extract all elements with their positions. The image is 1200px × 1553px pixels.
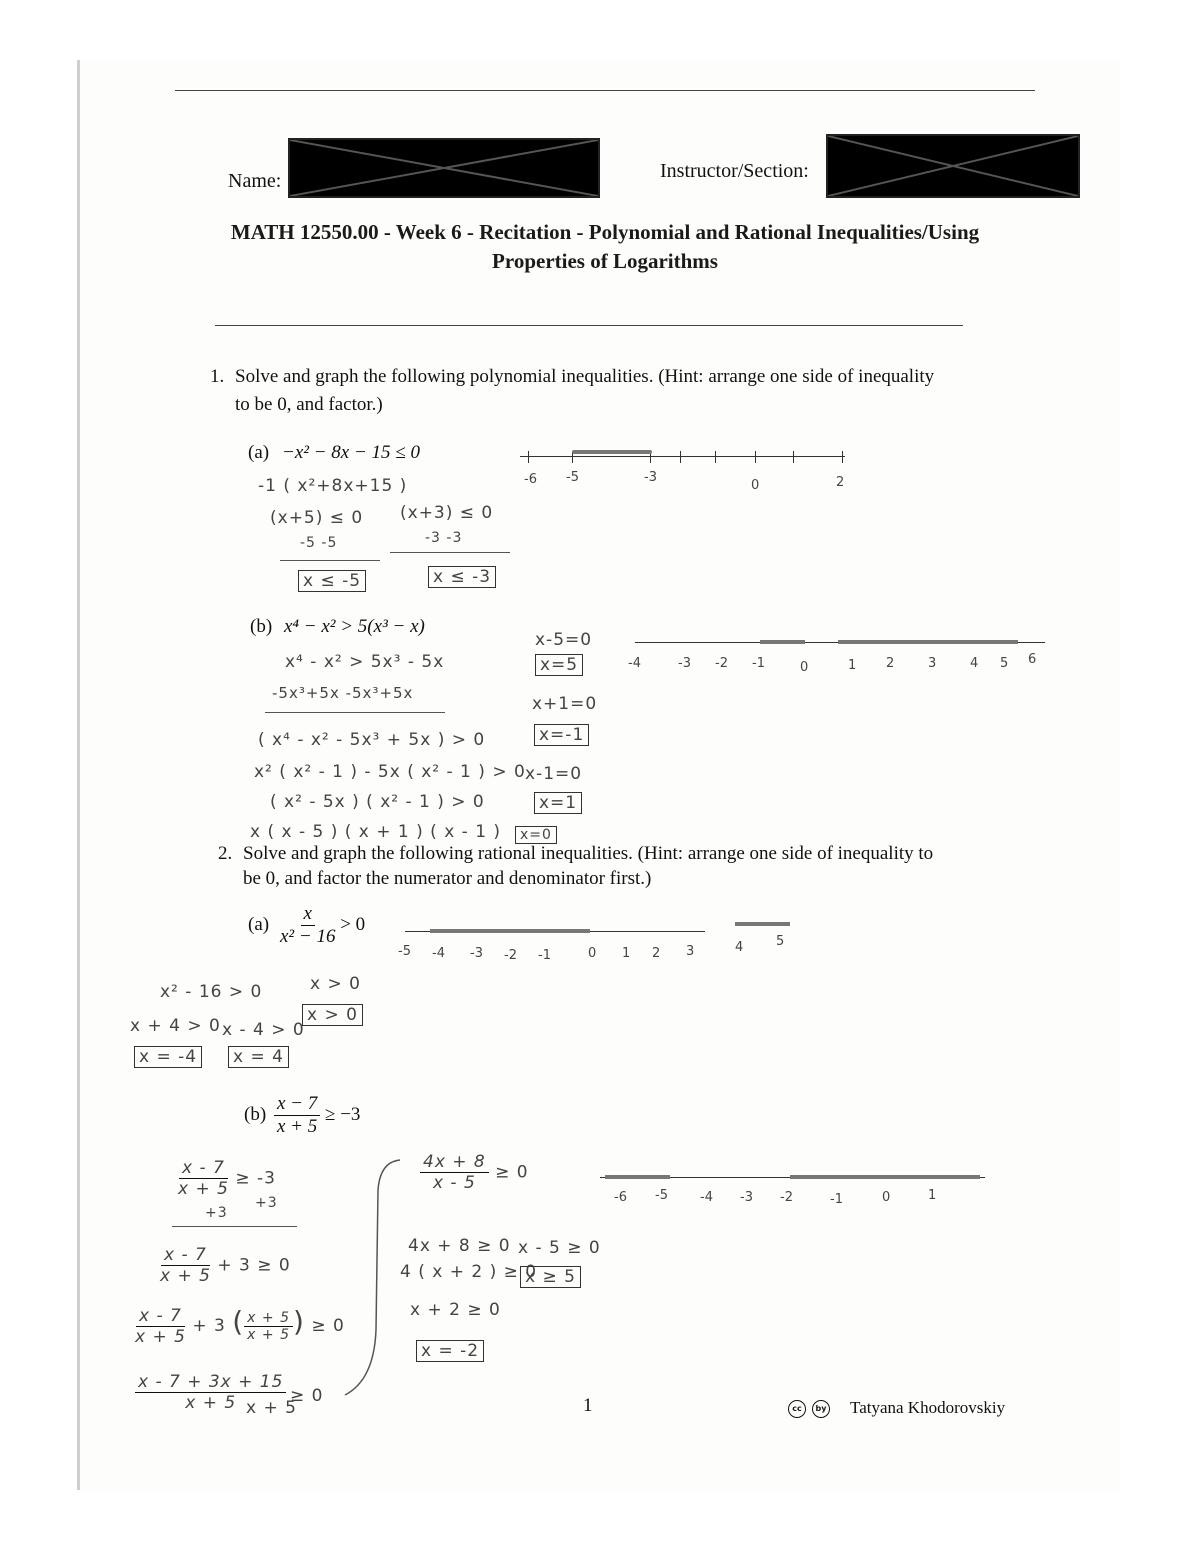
q1b-nl-label: -1 [752,656,765,671]
q1a-tick [755,451,756,463]
q2a-label: (a) [248,914,270,935]
q1a-label: (a) [248,442,270,463]
q2a-nl-label: -5 [398,944,411,959]
work-numerator: x - 7 [161,1245,210,1266]
q2b-nl-label: -4 [700,1190,713,1205]
q1b-work-line: x² ( x² - 1 ) - 5x ( x² - 1 ) > 0 [254,762,526,782]
q1a-nl-label: -5 [566,470,579,485]
name-redaction [288,138,600,198]
instructor-redaction [826,134,1080,198]
q2a-work-line: x² - 16 > 0 [160,982,263,1002]
page-title: MATH 12550.00 - Week 6 - Recitation - Polynomial and Rational Inequalities/Using [230,220,980,244]
title-rule [215,325,963,326]
q1a-tick [715,451,716,463]
q1b-shaded-interval [838,640,1018,644]
q1a-tick [528,451,529,463]
q2b-work: +3 [255,1195,278,1211]
q1b-root-box: x=-1 [534,724,589,746]
work-paren: ( [232,1305,245,1338]
work-relation: + 3 ≥ 0 [217,1255,291,1276]
q2b-right-work: 4x + 8 ≥ 0 [408,1236,511,1256]
work-numerator: x - 7 + 3x + 15 [135,1372,286,1393]
q1b-problem: x⁴ − x² > 5(x³ − x) [284,616,425,637]
q1a-nl-label: -6 [524,472,537,487]
q1a-tick [842,451,843,463]
q2b-nl-label: 1 [928,1188,937,1203]
q1b-nl-label: 2 [886,656,895,671]
top-rule [175,90,1035,91]
q1-instructions-2: to be 0, and factor.) [235,394,383,415]
q2b-shaded-interval [790,1175,980,1179]
work-relation: ≥ -3 [235,1168,276,1189]
q2a-relation: > 0 [340,913,366,935]
q2a-nl-label: -3 [470,946,483,961]
license-badge [788,1400,830,1418]
q2a-answer-box: x > 0 [302,1004,363,1026]
q1b-work-line: ( x⁴ - x² - 5x³ + 5x ) > 0 [258,730,486,750]
q2b-work: +3 [205,1205,228,1221]
q1a-problem: −x² − 8x − 15 ≤ 0 [282,442,420,463]
q1a-answer-box: x ≤ -5 [298,570,366,592]
work-relation: ≥ 0 [311,1316,345,1336]
q2b-work [178,1158,276,1199]
q1b-nl-label: 1 [848,658,857,673]
q2a-answer-box: x = -4 [134,1046,202,1068]
work-relation: ≥ 0 [495,1162,529,1183]
work-numerator: x - 7 [179,1158,228,1179]
q1b-nl-label: 3 [928,656,937,671]
work-numerator: x + 5 [244,1310,293,1327]
q2b-label: (b) [244,1104,267,1125]
q2b-work: ≥ 0 [290,1386,324,1406]
q2b-nl-label: -1 [830,1192,843,1207]
q2b-right-work: 4 ( x + 2 ) ≥ 0 [400,1262,538,1282]
q1-instructions: Solve and graph the following polynomial inequalities. (Hint: arrange one side of inequality [235,366,935,387]
work-denominator: x + 5 [160,1266,211,1286]
q2b-work: x + 5 [246,1398,297,1418]
q1a-work-line: (x+5) ≤ 0 [270,508,364,528]
work-plus: + 3 [192,1316,226,1336]
work-denominator: x + 5 [247,1326,290,1343]
q1b-label: (b) [250,616,273,637]
q2a-problem [280,903,365,948]
q1-number: 1. [210,366,225,387]
q1b-nl-label: -4 [628,656,641,671]
q1b-nl-label: 6 [1028,652,1037,667]
q2-instructions-2: be 0, and factor the numerator and denominator first.) [243,868,652,889]
q2a-work-line: x > 0 [310,974,361,994]
q2a-nl-label: -1 [538,948,551,963]
q1a-work-line: (x+3) ≤ 0 [400,503,494,523]
q1b-nl-label: 4 [970,656,979,671]
work-divider [390,552,510,553]
q2a-nl-label: -2 [504,948,517,963]
q2a-work-line: x - 4 > 0 [222,1020,305,1040]
q1b-shaded-interval [760,640,805,644]
q2a-denominator: x² − 16 [280,926,336,947]
work-divider [172,1226,297,1227]
q2b-nl-label: -2 [780,1190,793,1205]
q1b-root-work: x-1=0 [525,764,583,784]
q2a-nl-label: 0 [588,946,597,961]
q2-instructions: Solve and graph the following rational inequalities. (Hint: arrange one side of inequality to [243,843,934,864]
q1b-root-box: x=1 [534,792,582,814]
q1b-nl-label: 5 [1000,656,1009,671]
q1a-nl-label: 0 [751,478,760,493]
work-denominator: x + 5 [185,1393,237,1413]
q1b-root-work: x+1=0 [532,694,598,714]
q2b-nl-label: -5 [655,1188,668,1203]
q1a-nl-label: -3 [644,470,657,485]
q2b-problem [274,1093,360,1138]
q2b-denominator: x + 5 [277,1116,318,1137]
q1b-work-line: ( x² - 5x ) ( x² - 1 ) > 0 [270,792,485,812]
q2a-nl-label: 3 [686,944,695,959]
q1b-root-box: x=5 [535,654,583,676]
q1a-work-line: -1 ( x²+8x+15 ) [258,476,408,496]
q1b-work-line: -5x³+5x -5x³+5x [272,684,414,702]
q2-number: 2. [218,843,233,864]
q1b-nl-label: -3 [678,656,691,671]
q2b-numerator: x − 7 [274,1093,320,1116]
q2a-nl-label: 2 [652,946,661,961]
work-numerator: x - 7 [136,1306,185,1327]
q1a-shaded-interval [572,450,652,454]
q2b-right-work [420,1152,529,1193]
q1a-nl-label: 2 [836,475,845,490]
author-credit: Tatyana Khodorovskiy [850,1398,1006,1417]
q2b-answer-box: x = -2 [416,1340,484,1362]
q2a-nl-label: 4 [735,940,744,955]
q2b-nl-label: -6 [614,1190,627,1205]
q2b-answer-box: x ≥ 5 [520,1266,581,1288]
q1a-work-line: -5 -5 [300,535,338,551]
q2b-right-work: x - 5 ≥ 0 [518,1238,601,1258]
q1b-work-line: x ( x - 5 ) ( x + 1 ) ( x - 1 ) [250,822,502,842]
q2b-nl-label: 0 [882,1190,891,1205]
q2a-numerator: x [301,903,315,926]
cc-icon: cc [788,1400,806,1418]
q1b-root-box: x=0 [515,826,557,844]
page-subtitle: Properties of Logarithms [492,249,718,273]
work-numerator: 4x + 8 [420,1152,489,1173]
q2b-work [160,1245,291,1286]
q1b-root-work: x-5=0 [535,630,593,650]
q2b-shaded-interval [605,1175,670,1179]
q1a-tick [680,451,681,463]
instructor-label: Instructor/Section: [660,160,809,182]
q1b-work-line: x⁴ - x² > 5x³ - 5x [285,652,445,672]
q1a-number-line [520,456,845,457]
q1b-nl-label: -2 [715,656,728,671]
q2a-shaded-interval [430,929,590,933]
work-divider [280,560,380,561]
q1a-work-line: -3 -3 [425,530,463,546]
q1a-tick [793,451,794,463]
q1a-answer-box: x ≤ -3 [428,566,496,588]
name-label: Name: [228,170,282,192]
q2a-work-line: x + 4 > 0 [130,1016,221,1036]
work-denominator: x - 5 [432,1173,476,1193]
page-number: 1 [583,1395,593,1416]
work-denominator: x + 5 [135,1326,186,1347]
q2a-nl-label: 5 [776,934,785,949]
q2b-right-work: x + 2 ≥ 0 [410,1300,501,1320]
q2b-work [135,1305,345,1347]
q2a-nl-label: -4 [432,946,445,961]
by-icon: by [812,1400,830,1418]
q2a-nl-label: 1 [622,946,631,961]
work-divider [265,712,445,713]
q2a-shaded-interval [735,922,790,926]
q2b-nl-label: -3 [740,1190,753,1205]
q2b-relation: ≥ −3 [325,1103,361,1125]
q2a-answer-box: x = 4 [228,1046,289,1068]
q1b-nl-label: 0 [800,660,809,675]
work-denominator: x + 5 [178,1179,229,1199]
work-paren: ) [292,1305,305,1338]
